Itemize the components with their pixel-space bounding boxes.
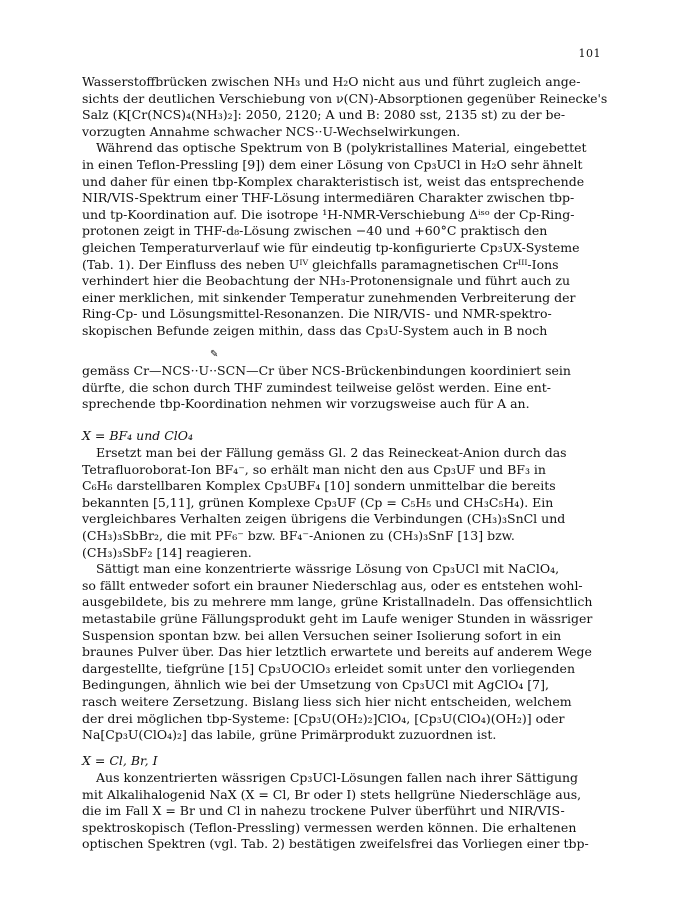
text-line: der drei möglichen tbp-Systeme: [Cp₃U(OH₂)₂]ClO₄, [Cp₃U(ClO₄)(OH₂)] oder: [82, 710, 565, 726]
text-line: Bedingungen, ähnlich wie bei der Umsetzung von Cp₃UCl mit AgClO₄ [7],: [82, 677, 549, 693]
heading-text: X = Cl, Br, I: [82, 753, 158, 768]
text-line: Sättigt man eine konzentrierte wässrige Lösung von Cp₃UCl mit NaClO₄,: [96, 561, 560, 577]
text-line: vergleichbares Verhalten zeigen übrigens die Verbindungen (CH₃)₃SnCl und: [82, 511, 566, 527]
text-line: (CH₃)₃SbBr₂, die mit PF₆⁻ bzw. BF₄⁻-Anionen zu (CH₃)₃SnF [13] bzw.: [82, 527, 515, 543]
text-line: metastabile grüne Fällungsprodukt geht im Laufe weniger Stunden in wässriger: [82, 610, 593, 626]
heading-text: X = BF₄ und ClO₄: [82, 428, 194, 443]
text-line: und daher für einen tbp-Komplex charakteristisch ist, weist das entsprechende: [82, 173, 585, 189]
text-line: skopischen Befunde zeigen mithin, dass das Cp₃U-System auch in B noch: [82, 322, 548, 338]
text-line: Suspension spontan bzw. bei allen Versuchen seiner Isolierung sofort in ein: [82, 627, 562, 643]
text-line: Salz (K[Cr(NCS)₄(NH₃)₂]: 2050, 2120; A und B: 2080 sst, 2135 st) zu der be-: [82, 107, 566, 123]
text-line: vorzugten Annahme schwacher NCS··U-Wechselwirkungen.: [82, 123, 461, 139]
text-line: (Tab. 1). Der Einfluss des neben Uᴵⱽ gleichfalls paramagnetischen Crᴵᴵᴵ-Ions: [82, 256, 559, 272]
paragraph-block-2: [82, 349, 624, 413]
text-line: Aus konzentrierten wässrigen Cp₃UCl-Lösungen fallen nach ihrer Sättigung: [96, 770, 579, 785]
text-line: ausgebildete, bis zu mehrere mm lange, grüne Kristallnadeln. Das offensichtlich: [82, 594, 593, 610]
text-line: die im Fall X = Br und Cl in nahezu trockene Pulver überführt und NIR/VIS-: [82, 803, 565, 819]
text-line: so fällt entweder sofort ein brauner Niederschlag aus, oder es entstehen wohl-: [82, 577, 583, 593]
formula-text: gemäss Cr—NCS··U··SCN—Cr über NCS-Brückenbindungen koordiniert sein: [82, 363, 571, 378]
text-line: gleichen Temperaturverlauf wie für eindeutig tp-konfigurierte Cp₃UX-Systeme: [82, 239, 580, 255]
paragraph-block-3: [82, 445, 624, 744]
text-line: und tp-Koordination auf. Die isotrope ¹H-NMR-Verschiebung Δⁱˢᵒ der Cp-Ring-: [82, 206, 575, 222]
text-line: in einen Teflon-Pressling [9]) dem einer Lösung von Cp₃UCl in H₂O sehr ähnelt: [82, 156, 583, 172]
text-line: dargestellte, tiefgrüne [15] Cp₃UOClO₃ erleidet somit unter den vorliegenden: [82, 660, 576, 676]
text-line: bekannten [5,11], grünen Komplexe Cp₃UF (Cp = C₅H₅ und CH₃C₅H₄). Ein: [82, 494, 554, 510]
page-number: 101: [578, 47, 601, 60]
text-line: optischen Spektren (vgl. Tab. 2) bestätigen zweifelsfrei das Vorliegen einer tbp-: [82, 836, 589, 852]
text-line: protonen zeigt in THF-d₈-Lösung zwischen −40 und +60°C praktisch den: [82, 223, 548, 239]
paragraph-block-1: [82, 74, 624, 340]
text-line: rasch weitere Zersetzung. Bislang liess sich hier nicht entscheiden, welchem: [82, 693, 572, 709]
text-line: mit Alkalihalogenid NaX (X = Cl, Br oder I) stets hellgrüne Niederschläge aus,: [82, 786, 582, 802]
formula-line: [82, 349, 624, 380]
text-line: sprechende tbp-Koordination nehmen wir vorzugsweise auch für A an.: [82, 396, 530, 412]
text-line: (CH₃)₃SbF₂ [14] reagieren.: [82, 544, 252, 560]
text-line: Na[Cp₃U(ClO₄)₂] das labile, grüne Primärprodukt zuzuordnen ist.: [82, 727, 497, 743]
text-line: C₆H₆ darstellbaren Komplex Cp₃UBF₄ [10] sondern unmittelbar die bereits: [82, 478, 556, 494]
text-line: spektroskopisch (Teflon-Pressling) vermessen werden können. Die erhaltenen: [82, 819, 577, 835]
handwritten-mark-icon: ✎: [210, 349, 219, 360]
text-line: Ring-Cp- und Lösungsmittel-Resonanzen. Die NIR/VIS- und NMR-spektro-: [82, 306, 552, 322]
section-heading-cl-br-i: [82, 753, 624, 770]
paragraph-block-4: [82, 770, 624, 853]
text-line: NIR/VIS-Spektrum einer THF-Lösung intermediären Charakter zwischen tbp-: [82, 190, 575, 206]
section-heading-bf4-clo4: [82, 428, 624, 445]
text-line: Ersetzt man bei der Fällung gemäss Gl. 2 das Reineckeat-Anion durch das: [96, 445, 567, 460]
text-line: Tetrafluoroborat-Ion BF₄⁻, so erhält man nicht den aus Cp₃UF und BF₃ in: [82, 461, 546, 477]
text-line: braunes Pulver über. Das hier letztlich erwartete und bereits auf anderem Wege: [82, 644, 592, 660]
text-line: einer merklichen, mit sinkender Temperatur zunehmenden Verbreiterung der: [82, 289, 576, 305]
text-line: sichts der deutlichen Verschiebung von ν(CN)-Absorptionen gegenüber Reinecke's: [82, 90, 608, 106]
text-line: Während das optische Spektrum von B (polykristallines Material, eingebettet: [96, 140, 587, 156]
text-line: dürfte, die schon durch THF zumindest teilweise gelöst werden. Eine ent-: [82, 379, 552, 395]
text-line: Wasserstoffbrücken zwischen NH₃ und H₂O nicht aus und führt zugleich ange-: [82, 74, 581, 89]
text-line: verhindert hier die Beobachtung der NH₃-Protonensignale und führt auch zu: [82, 273, 570, 289]
